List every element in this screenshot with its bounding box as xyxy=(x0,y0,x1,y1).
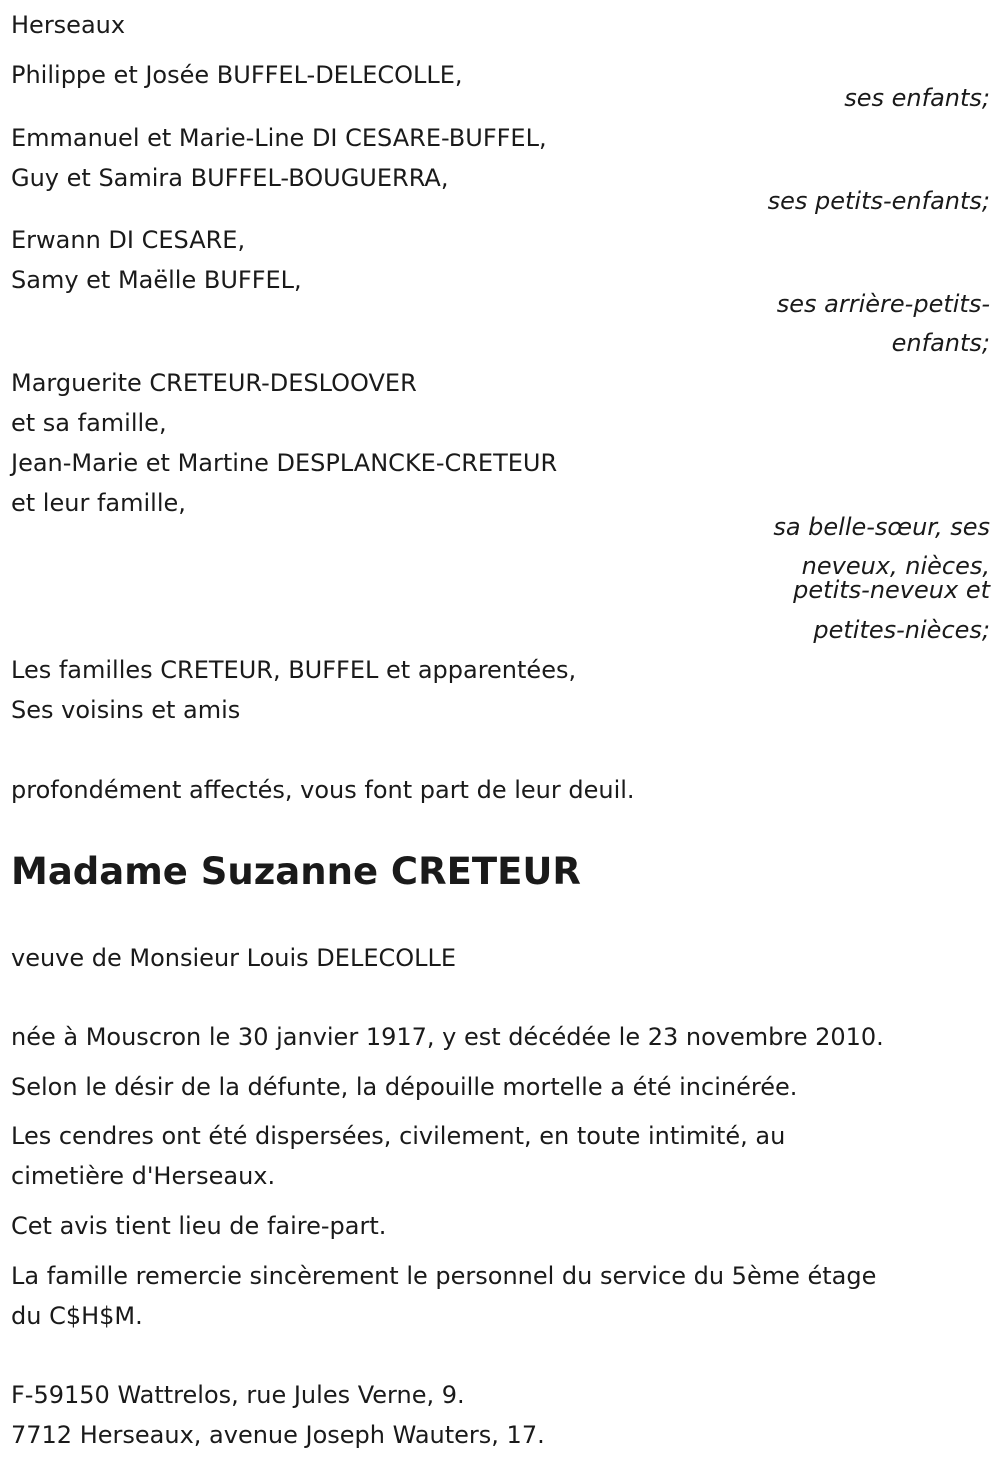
address-2: 7712 Herseaux, avenue Joseph Wauters, 17. xyxy=(11,1421,545,1449)
wish-line: Selon le désir de la défunte, la dépouille mortelle a été incinérée. xyxy=(11,1073,798,1101)
greatgrandchildren-name-2: Samy et Maëlle BUFFEL, xyxy=(11,266,302,294)
grandchildren-name-1: Emmanuel et Marie-Line DI CESARE-BUFFEL, xyxy=(11,124,547,152)
grandchildren-role: ses petits-enfants; xyxy=(767,187,990,215)
greatgrandchildren-role-1: ses arrière-petits- xyxy=(776,290,990,318)
header-place: Herseaux xyxy=(11,11,126,39)
ashes-line-2: cimetière d'Herseaux. xyxy=(11,1162,276,1190)
thanks-line-1: La famille remercie sincèrement le personnel du service du 5ème étage xyxy=(11,1262,877,1290)
greatgrandchildren-role-2: enfants; xyxy=(891,329,990,357)
notice-line: Cet avis tient lieu de faire-part. xyxy=(11,1212,387,1240)
others-2: Ses voisins et amis xyxy=(11,696,241,724)
inlaws-role-2: neveux, nièces, xyxy=(801,552,990,580)
announcement: profondément affectés, vous font part de leur deuil. xyxy=(11,776,635,804)
inlaws-name-3: Jean-Marie et Martine DESPLANCKE-CRETEUR xyxy=(11,449,558,477)
inlaws-name-4: et leur famille, xyxy=(11,489,186,517)
children-names: Philippe et Josée BUFFEL-DELECOLLE, xyxy=(11,61,463,89)
children-role: ses enfants; xyxy=(844,84,990,112)
thanks-line-2: du C$H$M. xyxy=(11,1302,143,1330)
inlaws-name-2: et sa famille, xyxy=(11,409,167,437)
inlaws-role-4: petites-nièces; xyxy=(813,616,990,644)
greatgrandchildren-name-1: Erwann DI CESARE, xyxy=(11,226,246,254)
deceased-name: Madame Suzanne CRETEUR xyxy=(11,850,581,893)
others-1: Les familles CRETEUR, BUFFEL et apparentées, xyxy=(11,656,577,684)
birth-death-line: née à Mouscron le 30 janvier 1917, y est décédée le 23 novembre 2010. xyxy=(11,1023,884,1051)
inlaws-role-3: petits-neveux et xyxy=(793,576,990,604)
ashes-line-1: Les cendres ont été dispersées, civilement, en toute intimité, au xyxy=(11,1122,786,1150)
address-1: F-59150 Wattrelos, rue Jules Verne, 9. xyxy=(11,1381,465,1409)
grandchildren-name-2: Guy et Samira BUFFEL-BOUGUERRA, xyxy=(11,164,449,192)
inlaws-role-1: sa belle-sœur, ses xyxy=(773,513,990,541)
inlaws-name-1: Marguerite CRETEUR-DESLOOVER xyxy=(11,369,417,397)
spouse-line: veuve de Monsieur Louis DELECOLLE xyxy=(11,944,457,972)
